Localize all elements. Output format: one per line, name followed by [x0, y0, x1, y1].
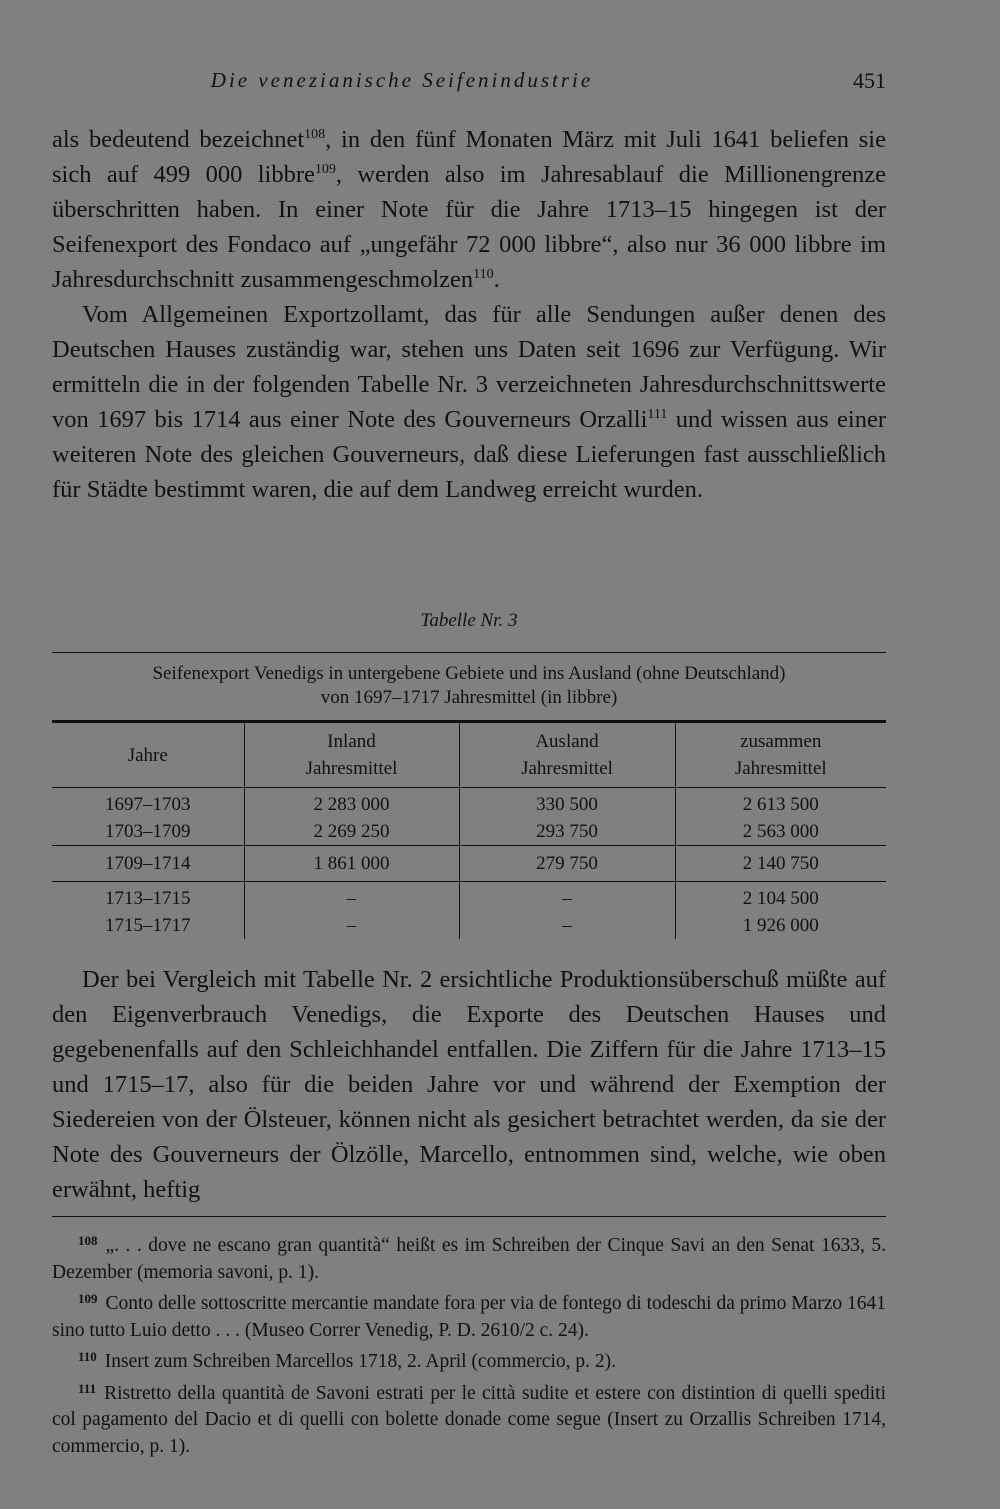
table-row — [52, 846, 886, 882]
footnote-reference: 109 — [314, 162, 336, 177]
table-subtitle-line-2: von 1697–1717 Jahresmittel (in libbre) — [320, 687, 618, 708]
footnote-text: Insert zum Schreiben Marcellos 1718, 2. April (commercio, p. 2). — [104, 1351, 616, 1372]
table-row — [52, 818, 886, 846]
footnote-reference: 111 — [647, 407, 668, 422]
footnote-text: Conto delle sottoscritte mercantie mandate fora per via de fontego di todeschi da primo Marzo 1641 sino tutto Luio detto . . . (Museo Correr Venedig, P. D. 2610/2 c. 24). — [52, 1293, 886, 1341]
header-jahre: Jahre — [52, 722, 244, 788]
paragraph-text: und wissen aus einer weiteren Note des gleichen Gouverneurs, daß diese Lieferungen fast ausschließlich für Städte bestimmt waren, die auf dem Landweg erreicht wurden. — [52, 406, 886, 503]
cell-ausland: 293 750 — [459, 818, 675, 846]
body-text-bottom — [52, 962, 886, 1207]
header-zusammen-line-2: Jahresmittel — [734, 758, 827, 779]
header-ausland — [459, 722, 675, 788]
footnote-111 — [52, 1376, 886, 1461]
paragraph-text: . — [493, 266, 500, 293]
cell-jahre: 1709–1714 — [52, 846, 244, 882]
cell-inland: – — [244, 882, 459, 913]
footnote-reference: 108 — [304, 127, 326, 142]
cell-zusammen: 1 926 000 — [742, 915, 819, 936]
table-row — [52, 912, 886, 939]
cell-inland: 2 269 250 — [244, 818, 459, 846]
body-text-top — [52, 122, 886, 507]
page-number: 451 — [853, 68, 886, 93]
footnote-109 — [52, 1286, 886, 1344]
paragraph-text: als bedeutend bezeichnet — [52, 126, 305, 153]
cell-zusammen: 2 613 500 — [742, 794, 819, 815]
footnote-text: „. . . dove ne escano gran quantità“ heißt es im Schreiben der Cinque Savi an den Senat 1633, 5. Dezember (memoria savoni, p. 1). — [52, 1235, 886, 1283]
paragraph-2 — [52, 297, 886, 507]
cell-zusammen: 2 140 750 — [675, 846, 886, 882]
footnote-108 — [52, 1228, 886, 1286]
paragraph-1 — [52, 122, 886, 297]
cell-ausland: – — [459, 882, 675, 913]
header-inland-line-2: Jahresmittel — [305, 758, 398, 779]
cell-jahre: 1697–1703 — [52, 788, 244, 819]
footnote-text: Ristretto della quantità de Savoni estrati per le città sudite et estere con distintion di quelli spediti col pagamento del Dacio et di quelli con bolette donade come segue (Insert zu Orzallis Schreiben 1714, commercio, p. 1). — [52, 1382, 886, 1457]
footnote-110 — [52, 1344, 886, 1376]
cell-jahre: 1713–1715 — [52, 882, 244, 913]
header-zusammen-line-1: zusammen — [740, 731, 822, 752]
cell-inland: – — [244, 912, 459, 939]
footnote-number: 110 — [78, 1349, 97, 1364]
table-header-row — [52, 722, 886, 788]
footnotes — [52, 1228, 886, 1460]
paragraph-text: Vom Allgemeinen Exportzollamt, das für alle Sendungen außer denen des Deutschen Hauses zuständig war, stehen uns Daten seit 1696 zur Verfügung. Wir ermitteln die in der folgenden Tabelle Nr. 3 verzeichneten Jahresdurchschnittswerte von 1697 bis 1714 aus einer Note des Gouverneurs Orzalli — [52, 301, 886, 433]
table-subtitle-line-1: Seifenexport Venedigs in untergebene Gebiete und ins Ausland (ohne Deutschland) — [152, 663, 786, 684]
cell-jahre: 1703–1709 — [52, 818, 244, 846]
cell-inland: 2 283 000 — [244, 788, 459, 819]
cell-ausland: 279 750 — [459, 846, 675, 882]
cell-ausland: – — [459, 912, 675, 939]
running-head-title: Die venezianische Seifenindustrie — [210, 68, 594, 92]
running-head — [52, 68, 886, 98]
header-inland-line-1: Inland — [327, 731, 376, 752]
paragraph-3: Der bei Vergleich mit Tabelle Nr. 2 ersichtliche Produktionsüberschuß müßte auf den Eigenverbrauch Venedigs, die Exporte des Deutschen Hauses und gegebenenfalls auf den Schleichhandel entfallen. Die Ziffern für die Jahre 1713–15 und 1715–17, also für die beiden Jahre vor und während der Exemption der Siedereien von der Ölsteuer, können nicht als gesichert betrachtet werden, da sie der Note des Gouverneurs der Ölzölle, Marcello, entnommen sind, welche, wie oben erwähnt, heftig — [52, 966, 886, 1203]
cell-inland: 1 861 000 — [244, 846, 459, 882]
cell-jahre: 1715–1717 — [52, 912, 244, 939]
table-row — [52, 882, 886, 913]
footnote-number: 111 — [78, 1380, 97, 1396]
header-zusammen — [675, 722, 886, 788]
table-subtitle — [52, 653, 886, 720]
table-caption: Tabelle Nr. 3 — [420, 610, 518, 631]
cell-ausland: 330 500 — [459, 788, 675, 819]
table-row — [52, 788, 886, 819]
table-block — [52, 652, 886, 939]
footnote-reference: 110 — [473, 267, 494, 282]
header-inland — [244, 722, 459, 788]
paragraph-text: , werden also im Jahresablauf die Millionengrenze überschritten haben. In einer Note für die Jahre 1713–15 hingegen ist der Seifenexport des Fondaco auf „ungefähr 72 000 libbre“, also nur 36 000 libbre im Jahresdurchschnitt zusammengeschmolzen — [52, 161, 886, 293]
header-ausland-line-2: Jahresmittel — [521, 758, 613, 779]
paragraph-text: , in den fünf Monaten März mit Juli 1641 beliefen sie sich auf 499 000 libbre — [52, 126, 886, 188]
footnote-number: 108 — [78, 1233, 98, 1248]
footnote-rule — [52, 1216, 886, 1217]
data-table — [52, 720, 886, 939]
header-ausland-line-1: Ausland — [535, 731, 599, 752]
cell-zusammen: 2 104 500 — [742, 888, 819, 909]
cell-zusammen: 2 563 000 — [675, 818, 886, 846]
footnote-number: 109 — [78, 1291, 98, 1306]
